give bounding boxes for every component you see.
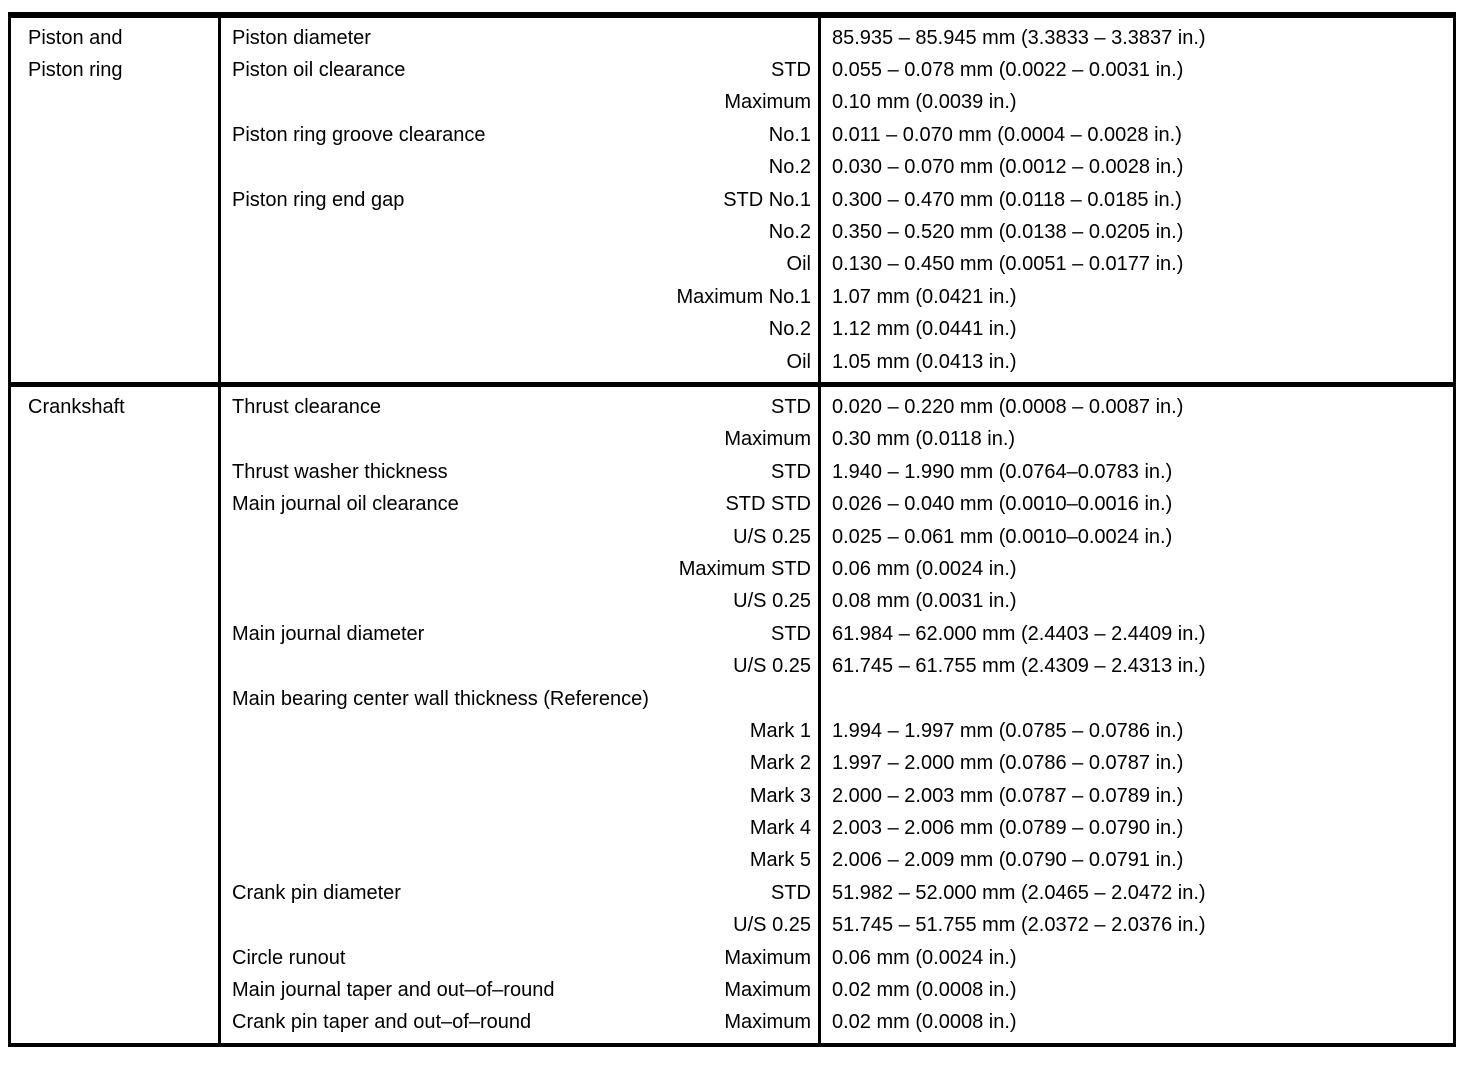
table-row [11, 780, 1453, 812]
description-cell [221, 590, 818, 613]
description-cell [221, 318, 818, 341]
qualifier-label: Maximum [724, 428, 811, 451]
category-cell [11, 456, 221, 488]
qualifier-label: No.2 [768, 156, 811, 179]
item-label: Main journal taper and out–of–round [232, 979, 555, 1002]
item-label: Thrust washer thickness [232, 460, 448, 483]
category-cell [11, 184, 221, 216]
item-label: Crank pin diameter [232, 881, 401, 904]
value-cell: 0.300 – 0.470 mm (0.0118 – 0.0185 in.) [832, 188, 1182, 211]
table-row [11, 488, 1453, 520]
table-row [11, 618, 1453, 650]
value-cell: 51.745 – 51.755 mm (2.0372 – 2.0376 in.) [832, 914, 1206, 937]
description-cell [221, 849, 818, 872]
table-row [11, 683, 1453, 715]
table-row [11, 456, 1453, 488]
qualifier-label: STD [771, 395, 811, 418]
table-row [11, 22, 1453, 54]
value-cell: 0.026 – 0.040 mm (0.0010–0.0016 in.) [832, 493, 1173, 516]
value-cell: 2.006 – 2.009 mm (0.0790 – 0.0791 in.) [832, 849, 1184, 872]
category-line: Piston ring [28, 59, 123, 82]
category-cell [11, 249, 221, 281]
section-0 [11, 18, 1453, 382]
table-row [11, 346, 1453, 378]
value-cell: 2.003 – 2.006 mm (0.0789 – 0.0790 in.) [832, 817, 1184, 840]
description-cell [221, 623, 818, 646]
table-row [11, 216, 1453, 248]
qualifier-label: U/S 0.25 [733, 525, 811, 548]
table-row [11, 152, 1453, 184]
category-cell [11, 152, 221, 184]
category-cell [11, 974, 221, 1006]
category-cell [11, 715, 221, 747]
table-row [11, 748, 1453, 780]
qualifier-label: Mark 1 [749, 719, 811, 742]
value-cell: 0.10 mm (0.0039 in.) [832, 91, 1017, 114]
category-cell [11, 424, 221, 456]
description-cell [221, 526, 818, 549]
category-cell [11, 650, 221, 682]
description-cell [221, 253, 818, 276]
item-label: Piston diameter [232, 26, 371, 49]
value-cell: 0.08 mm (0.0031 in.) [832, 590, 1017, 613]
value-cell: 61.984 – 62.000 mm (2.4403 – 2.4409 in.) [832, 622, 1206, 645]
category-label [28, 22, 123, 87]
description-cell [221, 882, 818, 905]
qualifier-label: Oil [786, 350, 811, 373]
description-cell [221, 558, 818, 581]
category-cell [11, 877, 221, 909]
category-cell [11, 314, 221, 346]
value-cell: 1.940 – 1.990 mm (0.0764–0.0783 in.) [832, 460, 1173, 483]
description-cell [221, 156, 818, 179]
table-row [11, 391, 1453, 423]
qualifier-label: STD [771, 881, 811, 904]
item-label: Main bearing center wall thickness (Reference) [232, 687, 649, 710]
category-cell [11, 281, 221, 313]
qualifier-label: STD [771, 622, 811, 645]
qualifier-label: Oil [786, 253, 811, 276]
value-cell: 1.12 mm (0.0441 in.) [832, 318, 1017, 341]
description-cell [221, 286, 818, 309]
table-row [11, 715, 1453, 747]
value-cell: 1.07 mm (0.0421 in.) [832, 285, 1017, 308]
value-cell: 1.994 – 1.997 mm (0.0785 – 0.0786 in.) [832, 719, 1184, 742]
qualifier-label: Maximum STD [678, 557, 811, 580]
description-cell [221, 785, 818, 808]
qualifier-label: Maximum [724, 946, 811, 969]
value-cell: 0.011 – 0.070 mm (0.0004 – 0.0028 in.) [832, 123, 1182, 146]
value-cell: 2.000 – 2.003 mm (0.0787 – 0.0789 in.) [832, 784, 1184, 807]
qualifier-label: Maximum [724, 91, 811, 114]
category-cell [11, 586, 221, 618]
description-cell [221, 752, 818, 775]
description-cell [221, 947, 818, 970]
value-cell: 1.997 – 2.000 mm (0.0786 – 0.0787 in.) [832, 752, 1184, 775]
value-cell: 61.745 – 61.755 mm (2.4309 – 2.4313 in.) [832, 655, 1206, 678]
value-cell: 1.05 mm (0.0413 in.) [832, 350, 1017, 373]
table-row [11, 586, 1453, 618]
category-cell [11, 618, 221, 650]
description-cell [221, 396, 818, 419]
description-cell [221, 27, 818, 50]
category-cell [11, 812, 221, 844]
table-row [11, 249, 1453, 281]
qualifier-label: Maximum No.1 [676, 285, 811, 308]
description-cell [221, 979, 818, 1002]
category-cell [11, 1007, 221, 1039]
table-row [11, 424, 1453, 456]
qualifier-label: STD [771, 460, 811, 483]
value-cell: 0.06 mm (0.0024 in.) [832, 557, 1017, 580]
description-cell [221, 351, 818, 374]
description-cell [221, 59, 818, 82]
qualifier-label: U/S 0.25 [733, 590, 811, 613]
item-label: Piston ring end gap [232, 188, 405, 211]
description-cell [221, 1011, 818, 1034]
table-row [11, 553, 1453, 585]
qualifier-label: Mark 3 [749, 784, 811, 807]
description-cell [221, 461, 818, 484]
table-row [11, 910, 1453, 942]
description-cell [221, 914, 818, 937]
value-cell: 0.350 – 0.520 mm (0.0138 – 0.0205 in.) [832, 221, 1184, 244]
category-cell [11, 521, 221, 553]
description-cell [221, 91, 818, 114]
qualifier-label: Maximum [724, 979, 811, 1002]
item-label: Piston oil clearance [232, 59, 406, 82]
value-cell: 0.02 mm (0.0008 in.) [832, 979, 1017, 1002]
description-cell [221, 720, 818, 743]
category-cell [11, 346, 221, 378]
category-line: Crankshaft [28, 396, 125, 419]
qualifier-label: STD No.1 [723, 188, 811, 211]
description-cell [221, 655, 818, 678]
table-row [11, 877, 1453, 909]
table-row [11, 812, 1453, 844]
table-row [11, 521, 1453, 553]
description-cell [221, 221, 818, 244]
table-row [11, 54, 1453, 86]
description-cell [221, 493, 818, 516]
description-cell [221, 688, 818, 711]
description-cell [221, 817, 818, 840]
table-row [11, 87, 1453, 119]
category-label [28, 391, 125, 423]
table-row [11, 650, 1453, 682]
table-row [11, 184, 1453, 216]
category-cell [11, 942, 221, 974]
category-cell [11, 87, 221, 119]
table-row [11, 119, 1453, 151]
value-cell: 0.025 – 0.061 mm (0.0010–0.0024 in.) [832, 525, 1173, 548]
item-label: Circle runout [232, 946, 346, 969]
qualifier-label: No.1 [768, 123, 811, 146]
qualifier-label: STD STD [725, 493, 811, 516]
value-cell: 0.130 – 0.450 mm (0.0051 – 0.0177 in.) [832, 253, 1184, 276]
value-cell: 0.02 mm (0.0008 in.) [832, 1011, 1017, 1034]
value-cell: 0.020 – 0.220 mm (0.0008 – 0.0087 in.) [832, 395, 1184, 418]
category-cell [11, 488, 221, 520]
table-row [11, 974, 1453, 1006]
category-cell [11, 910, 221, 942]
qualifier-label: Mark 4 [749, 817, 811, 840]
item-label: Main journal diameter [232, 622, 425, 645]
value-cell: 0.055 – 0.078 mm (0.0022 – 0.0031 in.) [832, 59, 1184, 82]
category-cell [11, 780, 221, 812]
item-label: Crank pin taper and out–of–round [232, 1011, 532, 1034]
category-line: Piston and [28, 27, 123, 49]
table-row [11, 1007, 1453, 1039]
qualifier-label: No.2 [768, 318, 811, 341]
category-cell [11, 216, 221, 248]
qualifier-label: U/S 0.25 [733, 655, 811, 678]
category-cell [11, 553, 221, 585]
qualifier-label: STD [771, 59, 811, 82]
section-1 [11, 382, 1453, 1043]
qualifier-label: No.2 [768, 221, 811, 244]
description-cell [221, 189, 818, 212]
table-row [11, 314, 1453, 346]
value-cell: 0.030 – 0.070 mm (0.0012 – 0.0028 in.) [832, 156, 1184, 179]
value-cell: 0.06 mm (0.0024 in.) [832, 946, 1017, 969]
value-cell: 0.30 mm (0.0118 in.) [832, 428, 1016, 451]
qualifier-label: U/S 0.25 [733, 914, 811, 937]
table-row [11, 942, 1453, 974]
item-label: Thrust clearance [232, 395, 381, 418]
value-cell: 85.935 – 85.945 mm (3.3833 – 3.3837 in.) [832, 26, 1206, 49]
description-cell [221, 124, 818, 147]
table-row [11, 845, 1453, 877]
category-cell [11, 119, 221, 151]
category-cell [11, 845, 221, 877]
item-label: Main journal oil clearance [232, 493, 459, 516]
qualifier-label: Maximum [724, 1011, 811, 1034]
spec-table [8, 12, 1456, 1047]
category-cell [11, 683, 221, 715]
category-cell [11, 748, 221, 780]
value-cell: 51.982 – 52.000 mm (2.0465 – 2.0472 in.) [832, 881, 1206, 904]
table-row [11, 281, 1453, 313]
qualifier-label: Mark 5 [749, 849, 811, 872]
item-label: Piston ring groove clearance [232, 123, 486, 146]
qualifier-label: Mark 2 [749, 752, 811, 775]
description-cell [221, 428, 818, 451]
